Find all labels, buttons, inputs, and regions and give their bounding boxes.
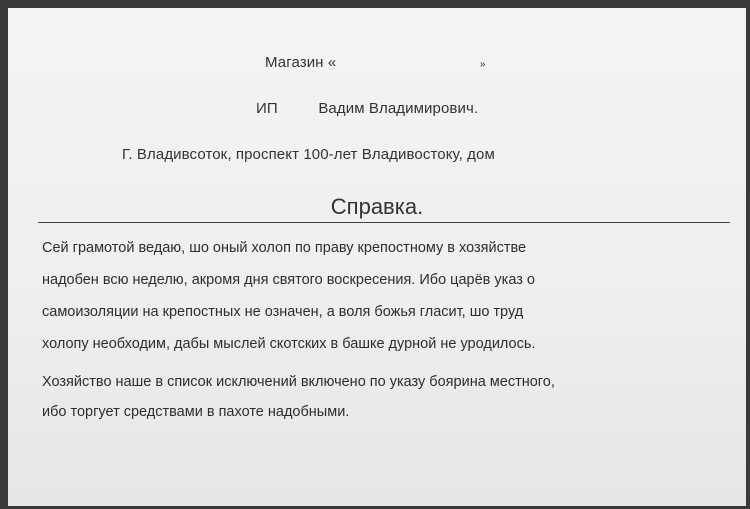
title-divider	[38, 222, 730, 223]
paragraph1-line-2: надобен всю неделю, акромя дня святого воскресения. Ибо царёв указ о	[42, 272, 535, 288]
store-quote-close: »	[479, 59, 486, 70]
paragraph1-line-1: Сей грамотой ведаю, шо оный холоп по праву крепостному в хозяйстве	[42, 240, 527, 256]
store-label: Магазин «	[265, 54, 337, 71]
document-title: Справка.	[330, 194, 424, 219]
paragraph1-line-4: холопу необходим, дабы мыслей скотских в башке дурной не уродилось.	[42, 336, 536, 352]
document-paper	[8, 8, 746, 506]
paragraph2-line-1: Хозяйство наше в список исключений включено по указу боярина местного,	[42, 374, 555, 390]
paragraph1-line-3: самоизоляции на крепостных не означен, а воля божья гласит, шо труд	[42, 304, 524, 320]
owner-name: Вадим Владимирович.	[318, 100, 479, 117]
owner-line	[256, 100, 478, 117]
owner-prefix: ИП	[256, 100, 278, 117]
address-line: Г. Владивсоток, проспект 100-лет Владивостоку, дом	[122, 146, 495, 163]
store-name-line	[265, 54, 486, 71]
paragraph2-line-2: ибо торгует средствами в пахоте надобными.	[42, 404, 350, 420]
